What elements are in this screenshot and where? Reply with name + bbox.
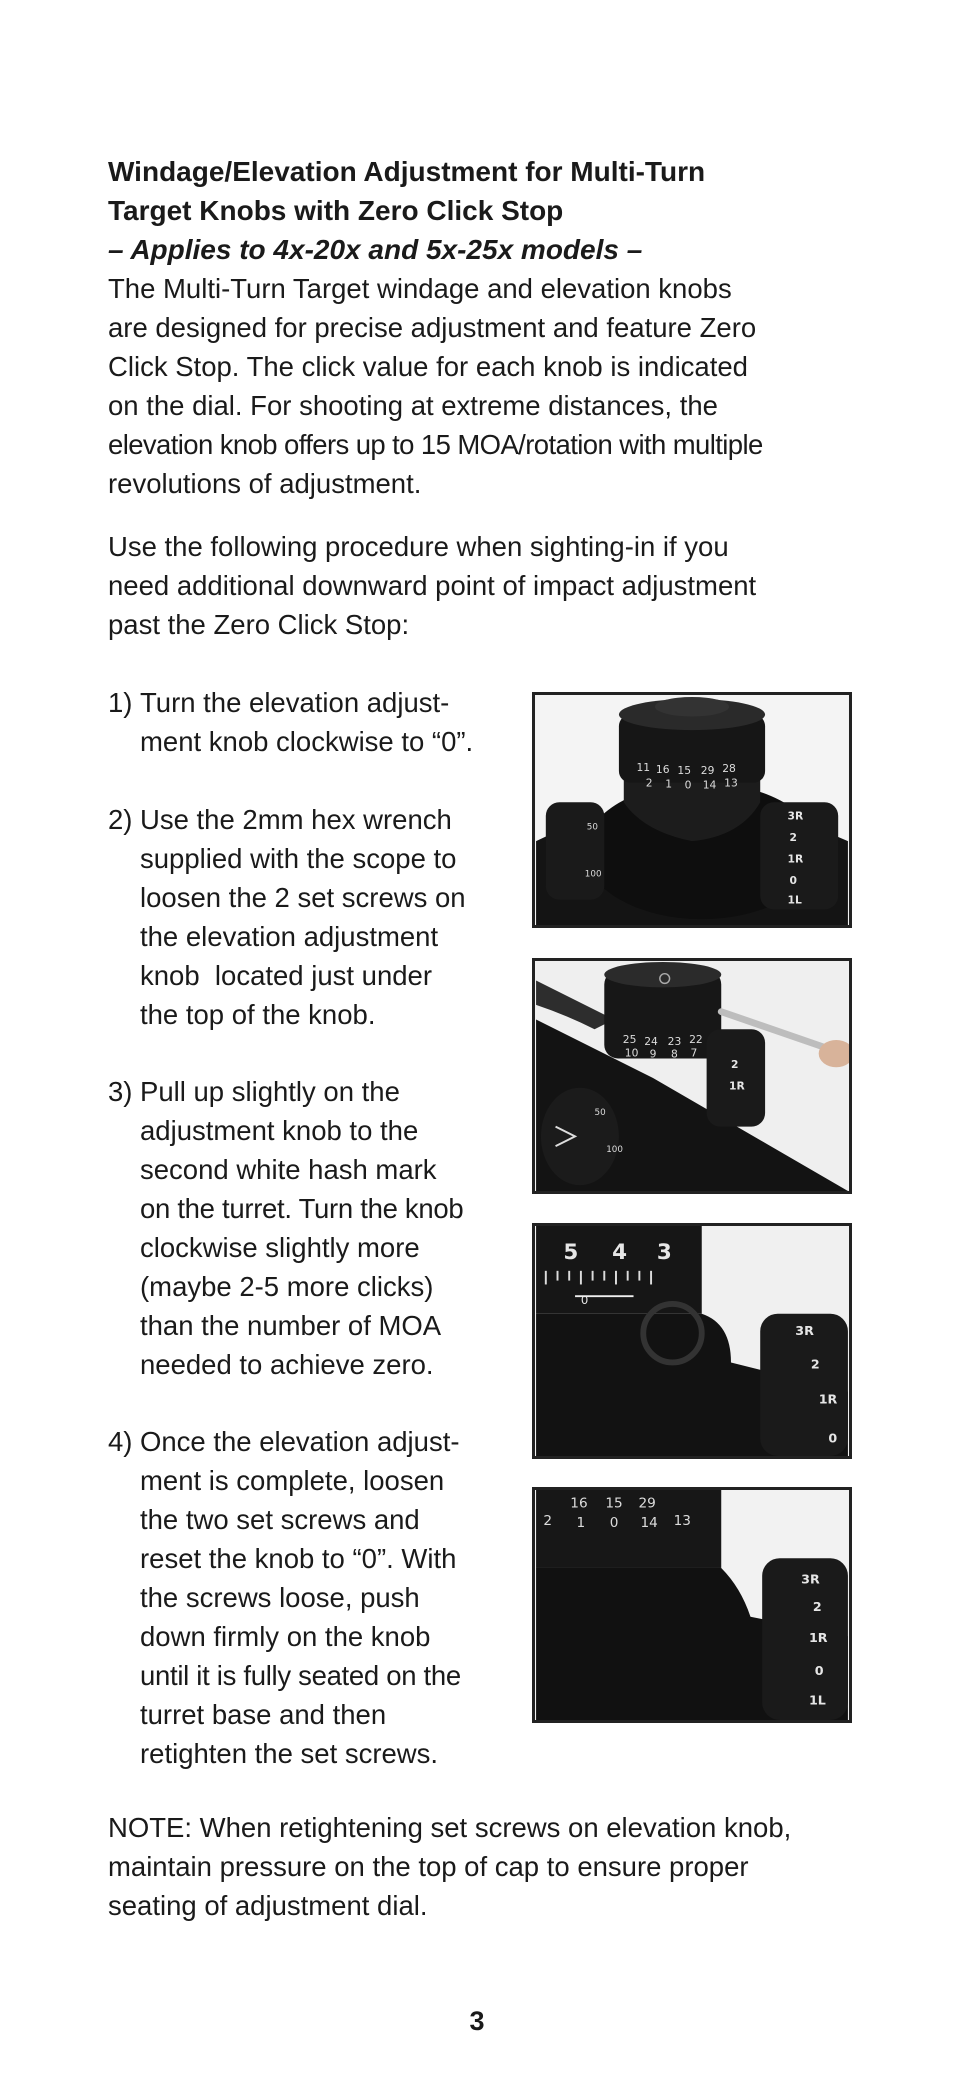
text-line: Use the 2mm hex wrench: [140, 804, 452, 835]
text-line: ment knob clockwise to “0”.: [140, 726, 474, 757]
step-number: 2): [108, 804, 133, 835]
text-line: elevation knob offers up to 15 MOA/rotation with multiple: [108, 429, 763, 460]
text-line: maintain pressure on the top of cap to ensure proper: [108, 1851, 749, 1882]
zero-mark: 0: [580, 1292, 589, 1307]
dial-number: 2: [730, 1058, 739, 1072]
text-line: ment is complete, loosen: [140, 1465, 445, 1496]
dial-number: 1R: [787, 852, 804, 866]
text-line: loosen the 2 set screws on: [140, 882, 466, 913]
dial-number: 29: [638, 1495, 656, 1512]
scope-hash-mark-photo: [535, 1226, 849, 1456]
dial-number: 16: [655, 762, 670, 776]
dial-number: 29: [700, 763, 715, 777]
step-3: [108, 1072, 518, 1384]
photo-knob-reseated: [532, 1487, 852, 1723]
dial-number: 1R: [808, 1630, 828, 1646]
dial-number: 13: [724, 776, 738, 790]
page-number: 3: [469, 2006, 485, 2036]
text-line: needed to achieve zero.: [140, 1349, 434, 1380]
dial-number: 3: [656, 1240, 672, 1266]
title-line: Windage/Elevation Adjustment for Multi-Turn: [108, 156, 706, 187]
text-line: second white hash mark: [140, 1154, 437, 1185]
dial-number: 23: [667, 1034, 682, 1048]
step-number: 3): [108, 1076, 133, 1107]
step-number: 1): [108, 687, 133, 718]
text-line: need additional downward point of impact adjustment: [108, 570, 757, 601]
dial-number: 2: [543, 1513, 553, 1530]
dial-number: 0: [789, 874, 797, 888]
text-line: NOTE: When retightening set screws on elevation knob,: [108, 1812, 792, 1843]
dial-number: 1: [576, 1515, 586, 1532]
dial-number: 15: [677, 763, 692, 777]
dial-number: 100: [584, 869, 602, 880]
dial-number: 0: [609, 1515, 619, 1532]
step-4: [108, 1422, 518, 1773]
dial-number: 0: [828, 1430, 838, 1446]
text-line: are designed for precise adjustment and feature Zero: [108, 312, 757, 343]
dial-number: 16: [570, 1495, 588, 1512]
scope-knob-photo: [535, 695, 849, 925]
dial-number: 10: [624, 1046, 639, 1060]
text-line: the top of the knob.: [140, 999, 376, 1030]
dial-number: 2: [789, 831, 797, 845]
intro-paragraph: [108, 269, 868, 503]
dial-number: 50: [586, 822, 598, 833]
text-line: on the turret. Turn the knob: [140, 1193, 464, 1224]
text-line: turret base and then: [140, 1699, 387, 1730]
dial-number: 1: [665, 777, 673, 791]
step-text: [140, 1072, 518, 1384]
text-line: retighten the set screws.: [140, 1738, 439, 1769]
step-text: [140, 1422, 518, 1773]
dial-number: 24: [644, 1034, 658, 1048]
step-text: [140, 800, 518, 1034]
text-line: down firmly on the knob: [140, 1621, 431, 1652]
text-line: than the number of MOA: [140, 1310, 442, 1341]
dial-number: 1L: [787, 893, 802, 907]
dial-number: 11: [636, 761, 651, 775]
photo-knob-pulled-up: [532, 1223, 852, 1459]
photo-knob-at-zero: [532, 692, 852, 928]
section-title: [108, 152, 868, 230]
dial-number: 14: [702, 778, 717, 792]
dial-number: 4: [612, 1240, 628, 1266]
text-line: Click Stop. The click value for each knob is indicated: [108, 351, 748, 382]
text-line: clockwise slightly more: [140, 1232, 420, 1263]
text-line: knob located just under: [140, 960, 432, 991]
dial-number: 1R: [729, 1079, 745, 1093]
note-paragraph: [108, 1808, 868, 1925]
text-line: supplied with the scope to: [140, 843, 457, 874]
text-line: Once the elevation adjust-: [140, 1426, 460, 1457]
dial-number: 1R: [818, 1391, 838, 1407]
dial-number: 8: [671, 1047, 678, 1061]
dial-number: 14: [640, 1515, 658, 1532]
text-line: the screws loose, push: [140, 1582, 420, 1613]
dial-number: 15: [605, 1495, 623, 1512]
dial-number: 3R: [801, 1571, 820, 1587]
dial-number: 9: [649, 1047, 657, 1061]
dial-number: 0: [814, 1663, 824, 1679]
text-line: the elevation adjustment: [140, 921, 439, 952]
step-text: [140, 683, 518, 761]
text-line: the two set screws and: [140, 1504, 420, 1535]
text-line: past the Zero Click Stop:: [108, 609, 410, 640]
title-line: Target Knobs with Zero Click Stop: [108, 195, 564, 226]
text-line: seating of adjustment dial.: [108, 1890, 428, 1921]
photo-hex-wrench: [532, 958, 852, 1194]
dial-number: 2: [812, 1598, 822, 1614]
text-line: Pull up slightly on the: [140, 1076, 400, 1107]
text-line: until it is fully seated on the: [140, 1660, 461, 1691]
text-line: Turn the elevation adjust-: [140, 687, 450, 718]
dial-number: 22: [689, 1032, 703, 1046]
dial-number: 3R: [787, 809, 804, 823]
text-line: reset the knob to “0”. With: [140, 1543, 457, 1574]
procedure-intro-paragraph: [108, 527, 868, 644]
dial-number: 2: [645, 776, 653, 790]
text-line: adjustment knob to the: [140, 1115, 419, 1146]
section-subtitle: – Applies to 4x-20x and 5x-25x models –: [108, 234, 643, 265]
dial-number: 0: [684, 778, 692, 792]
dial-number: 5: [563, 1240, 579, 1266]
dial-number: 25: [622, 1032, 637, 1046]
text-line: on the dial. For shooting at extreme distances, the: [108, 390, 718, 421]
step-1: [108, 683, 518, 761]
step-2: [108, 800, 518, 1034]
text-line: Use the following procedure when sighting-in if you: [108, 531, 729, 562]
dial-number: 13: [673, 1513, 691, 1530]
text-line: revolutions of adjustment.: [108, 468, 422, 499]
dial-number: 28: [722, 761, 736, 775]
scope-reseated-photo: [535, 1490, 849, 1720]
dial-number: 100: [606, 1145, 623, 1156]
dial-number: 3R: [795, 1323, 814, 1339]
dial-number: 50: [594, 1107, 606, 1118]
step-number: 4): [108, 1426, 133, 1457]
scope-wrench-photo: [535, 961, 849, 1191]
text-line: The Multi-Turn Target windage and elevation knobs: [108, 273, 732, 304]
dial-number: 7: [690, 1046, 698, 1060]
dial-number: 2: [810, 1356, 820, 1372]
dial-number: 1L: [808, 1692, 826, 1708]
text-line: (maybe 2-5 more clicks): [140, 1271, 434, 1302]
